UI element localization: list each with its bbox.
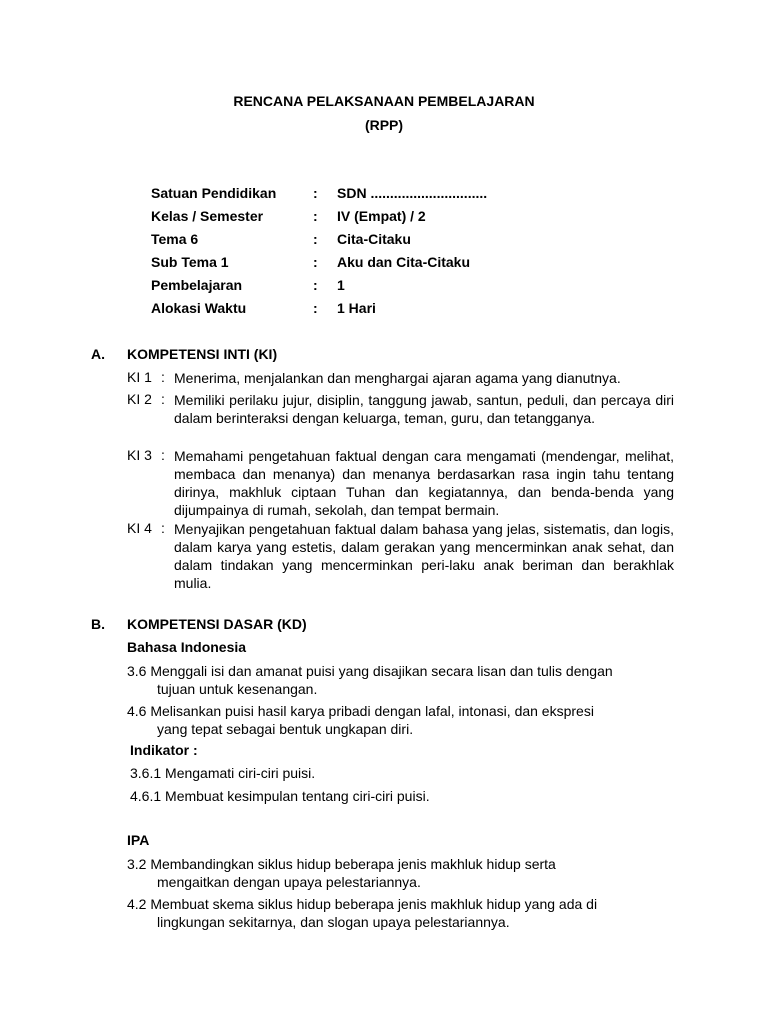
ki-text: Menerima, menjalankan dan menghargai ajaran agama yang dianutnya.: [174, 370, 621, 386]
section-title: KOMPETENSI DASAR (KD): [127, 616, 307, 632]
info-colon: :: [313, 208, 318, 224]
kd-text: 4.6 Melisankan puisi hasil karya pribadi dengan lafal, intonasi, dan ekspresi: [127, 703, 594, 719]
section-title: KOMPETENSI INTI (KI): [127, 346, 278, 362]
info-label: Tema 6: [151, 231, 199, 247]
kd-text-continued: yang tepat sebagai bentuk ungkapan diri.: [157, 721, 414, 737]
ki-text: Memiliki perilaku jujur, disiplin, tanggung jawab, santun, peduli, dan percaya diri dalam berinteraksi dengan keluarga, teman, guru, dan tetangganya.: [174, 392, 674, 426]
ki-code: KI 3: [127, 447, 152, 463]
kd-item: [127, 662, 674, 698]
ki-item: [127, 520, 674, 592]
section-letter: A.: [91, 346, 105, 362]
kd-item: [127, 895, 674, 931]
info-value: 1 Hari: [337, 300, 376, 316]
info-value: SDN ..............................: [337, 185, 488, 201]
info-colon: :: [313, 300, 318, 316]
info-value: Aku dan Cita-Citaku: [337, 254, 471, 270]
ki-colon: :: [161, 391, 165, 407]
kd-text: 3.2 Membandingkan siklus hidup beberapa jenis makhluk hidup serta: [127, 856, 556, 872]
info-label: Sub Tema 1: [151, 254, 229, 270]
info-value: IV (Empat) / 2: [337, 208, 426, 224]
ki-colon: :: [161, 369, 165, 385]
ki-item: [127, 447, 674, 519]
info-label: Satuan Pendidikan: [151, 185, 277, 201]
info-value: Cita-Citaku: [337, 231, 411, 247]
info-colon: :: [313, 231, 318, 247]
ki-text: Memahami pengetahuan faktual dengan cara mengamati (mendengar, melihat, membaca dan menanya) dan menanya berdasarkan rasa ingin tahu tentang dirinya, makhluk ciptaan Tuhan dan kegiatannya, dan benda-benda yang dijumpainya di rumah, sekolah, dan tempat bermain.: [174, 448, 674, 518]
indikator-item: 4.6.1 Membuat kesimpulan tentang ciri-ciri puisi.: [130, 788, 430, 804]
document-title: RENCANA PELAKSANAAN PEMBELAJARAN: [233, 93, 535, 109]
kd-text: 4.2 Membuat skema siklus hidup beberapa jenis makhluk hidup yang ada di: [127, 896, 598, 912]
ki-code: KI 2: [127, 391, 152, 407]
ki-code: KI 1: [127, 369, 152, 385]
ki-code: KI 4: [127, 520, 152, 536]
section-letter: B.: [91, 616, 105, 632]
info-colon: :: [313, 277, 318, 293]
kd-item: [127, 855, 674, 891]
indikator-heading: Indikator :: [130, 742, 198, 758]
kd-text-continued: mengaitkan dengan upaya pelestariannya.: [157, 874, 421, 890]
indikator-item: 3.6.1 Mengamati ciri-ciri puisi.: [130, 765, 316, 781]
document-subtitle: (RPP): [364, 117, 404, 133]
kd-text: 3.6 Menggali isi dan amanat puisi yang disajikan secara lisan dan tulis dengan: [127, 663, 613, 679]
ki-item: [127, 369, 674, 387]
info-label: Kelas / Semester: [151, 208, 264, 224]
ki-text: Menyajikan pengetahuan faktual dalam bahasa yang jelas, sistematis, dan logis, dalam karya yang estetis, dalam gerakan yang mencerminkan anak sehat, dan dalam tindakan yang mencerminkan peri-laku anak beriman dan berakhlak mulia.: [174, 521, 674, 591]
kd-item: [127, 702, 674, 738]
subject-ipa-heading: IPA: [127, 832, 150, 848]
info-value: 1: [337, 277, 345, 293]
kd-text-continued: lingkungan sekitarnya, dan slogan upaya pelestariannya.: [157, 914, 510, 930]
subject-bahasa-heading: Bahasa Indonesia: [127, 639, 247, 655]
ki-item: [127, 391, 674, 427]
info-label: Alokasi Waktu: [151, 300, 247, 316]
info-colon: :: [313, 185, 318, 201]
kd-text-continued: tujuan untuk kesenangan.: [157, 681, 318, 697]
info-label: Pembelajaran: [151, 277, 243, 293]
ki-colon: :: [161, 520, 165, 536]
info-colon: :: [313, 254, 318, 270]
ki-colon: :: [161, 447, 165, 463]
